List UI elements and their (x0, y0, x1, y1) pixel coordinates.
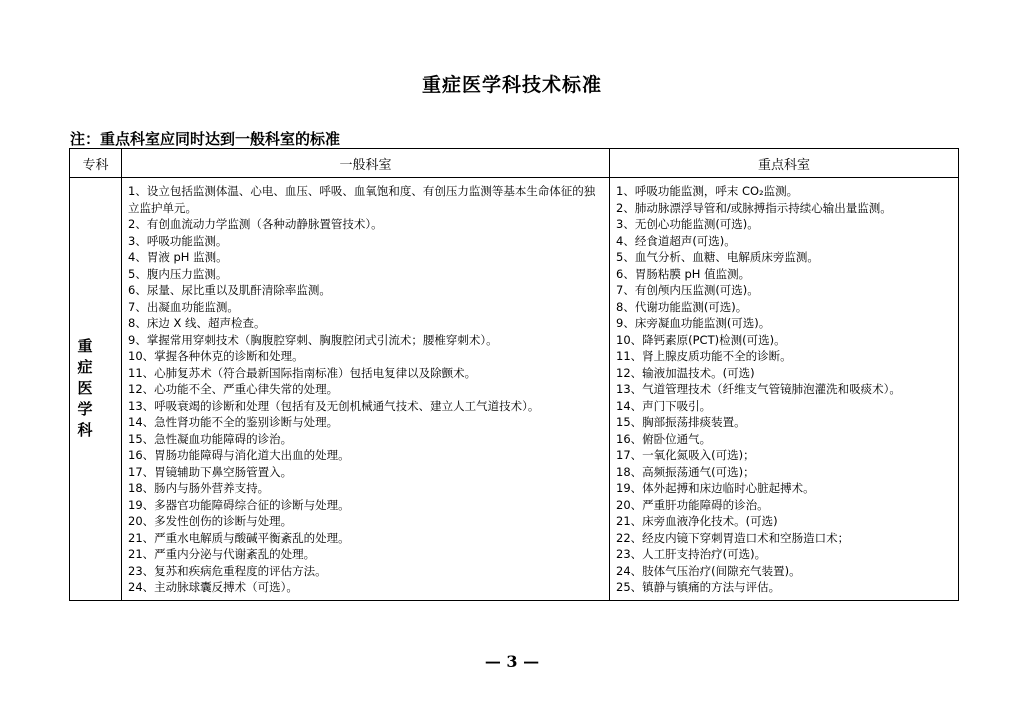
general-item: 11、心肺复苏术（符合最新国际指南标准）包括电复律以及除颤术。 (128, 365, 477, 380)
general-item: 17、胃镜辅助下鼻空肠管置入。 (128, 464, 293, 479)
general-item: 1、设立包括监测体温、心电、血压、呼吸、血氧饱和度、有创压力监测等基本生命体征的独立监护单元。 (128, 184, 596, 215)
general-item: 12、心功能不全、严重心律失常的处理。 (128, 382, 339, 396)
key-item: 22、经皮内镜下穿刺胃造口术和空肠造口术； (616, 530, 850, 545)
key-item: 11、肾上腺皮质功能不全的诊断。 (616, 349, 792, 363)
key-item: 24、肢体气压治疗(间隙充气装置)。 (616, 563, 801, 578)
key-item: 14、声门下吸引。 (616, 398, 712, 413)
general-item: 6、尿量、尿比重以及肌酐清除率监测。 (128, 283, 331, 297)
key-item: 6、胃肠粘膜 pH 值监测。 (616, 266, 751, 281)
table-header-row (70, 149, 959, 178)
standards-table (69, 148, 959, 601)
key-item: 8、代谢功能监测(可选)。 (616, 299, 748, 314)
key-item: 1、呼吸功能监测，呼末 CO₂监测。 (616, 184, 799, 198)
key-item: 15、胸部振荡排痰装置。 (616, 415, 746, 429)
key-department-cell (610, 178, 959, 601)
key-items-list (610, 178, 958, 600)
key-item: 10、降钙素原(PCT)检测(可选)。 (616, 332, 786, 347)
key-item: 2、肺动脉漂浮导管和/或脉搏指示持续心输出量监测。 (616, 200, 892, 215)
table-row (70, 178, 959, 601)
general-item: 23、复苏和疾病危重程度的评估方法。 (128, 563, 327, 578)
general-item: 21、严重内分泌与代谢紊乱的处理。 (128, 547, 316, 561)
key-item: 17、一氧化氮吸入(可选)； (616, 448, 755, 462)
general-item: 13、呼吸衰竭的诊断和处理（包括有及无创机械通气技术、建立人工气道技术）。 (128, 398, 540, 413)
header-general-department: 一般科室 (122, 149, 610, 178)
key-item: 7、有创颅内压监测(可选)。 (616, 283, 759, 297)
general-item: 15、急性凝血功能障碍的诊治。 (128, 431, 293, 446)
header-key-department: 重点科室 (610, 149, 959, 178)
key-item: 13、气道管理技术（纤维支气管镜肺泡灌洗和吸痰术）。 (616, 382, 901, 396)
key-item: 16、俯卧位通气。 (616, 431, 712, 446)
general-item: 5、腹内压力监测。 (128, 266, 228, 281)
general-item: 10、掌握各种休克的诊断和处理。 (128, 349, 304, 363)
general-item: 16、胃肠功能障碍与消化道大出血的处理。 (128, 448, 350, 462)
general-item: 21、严重水电解质与酸碱平衡紊乱的处理。 (128, 530, 350, 545)
key-item: 5、血气分析、血糖、电解质床旁监测。 (616, 250, 819, 264)
general-item: 3、呼吸功能监测。 (128, 233, 228, 248)
key-item: 3、无创心功能监测(可选)。 (616, 217, 759, 231)
specialty-cell (70, 178, 122, 601)
general-item: 18、肠内与肠外营养支持。 (128, 481, 270, 495)
key-item: 20、严重肝功能障碍的诊治。 (616, 497, 769, 512)
general-items-list (122, 178, 609, 600)
key-item: 25、镇静与镇痛的方法与评估。 (616, 580, 781, 594)
general-item: 8、床边 X 线、超声检查。 (128, 316, 266, 330)
table-note: 注：重点科室应同时达到一般科室的标准 (70, 130, 341, 148)
header-specialty: 专科 (70, 149, 122, 178)
general-item: 14、急性肾功能不全的鉴别诊断与处理。 (128, 415, 339, 429)
key-item: 9、床旁凝血功能监测(可选)。 (616, 316, 771, 330)
key-item: 12、输液加温技术。(可选) (616, 365, 755, 380)
general-item: 7、出凝血功能监测。 (128, 299, 239, 314)
general-item: 19、多器官功能障碍综合征的诊断与处理。 (128, 497, 350, 512)
specialty-name: 重症医学科 (77, 337, 103, 440)
key-item: 18、高频振荡通气(可选)； (616, 464, 755, 479)
page-title: 重症医学科技术标准 (421, 74, 602, 96)
key-item: 23、人工肝支持治疗(可选)。 (616, 547, 767, 561)
general-department-cell (122, 178, 610, 601)
general-item: 2、有创血流动力学监测（各种动静脉置管技术）。 (128, 217, 383, 231)
general-item: 4、胃液 pH 监测。 (128, 250, 228, 264)
key-item: 21、床旁血液净化技术。(可选) (616, 514, 778, 528)
page-number: — 3 — (484, 652, 540, 671)
general-item: 24、主动脉球囊反搏术（可选）。 (128, 580, 298, 594)
key-item: 19、体外起搏和床边临时心脏起搏术。 (616, 481, 815, 495)
key-item: 4、经食道超声(可选)。 (616, 233, 736, 248)
general-item: 20、多发性创伤的诊断与处理。 (128, 514, 293, 528)
general-item: 9、掌握常用穿刺技术（胸腹腔穿刺、胸腹腔闭式引流术；腰椎穿刺术）。 (128, 332, 498, 347)
